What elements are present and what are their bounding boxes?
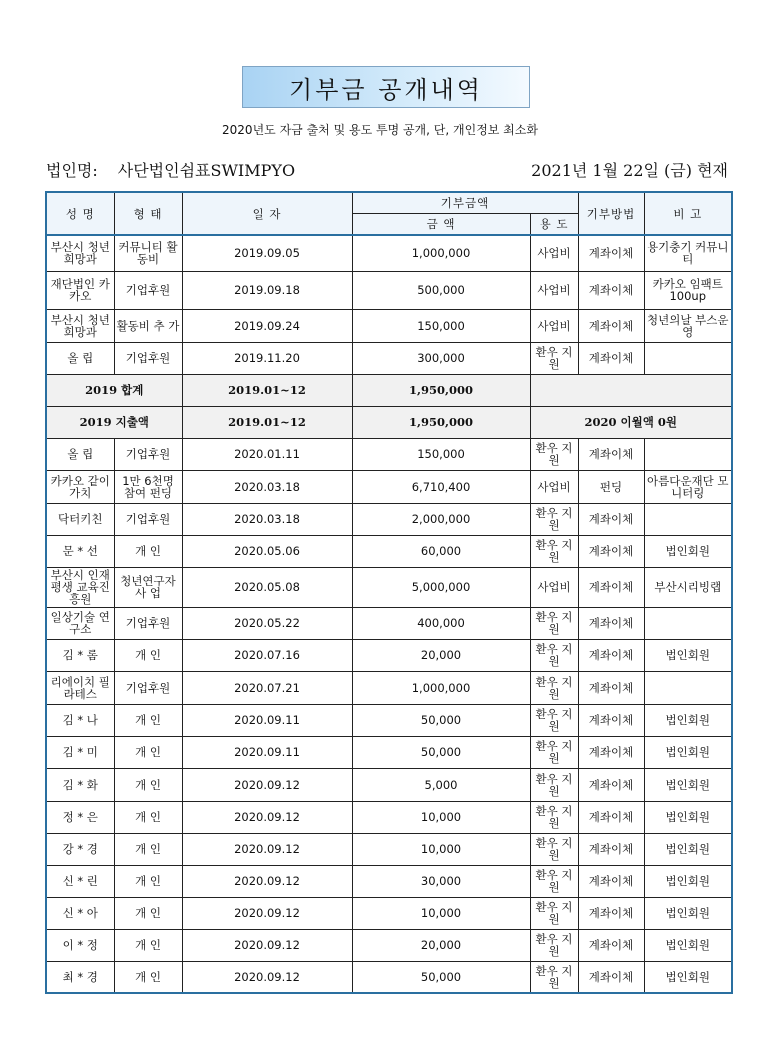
cell-usage: 사업비 [530, 567, 578, 607]
cell-name: 재단법인 카카오 [46, 271, 114, 309]
summary-period: 2019.01~12 [182, 374, 352, 406]
cell-amount: 2,000,000 [352, 503, 530, 535]
cell-usage: 환우 지원 [530, 438, 578, 470]
cell-amount: 60,000 [352, 535, 530, 567]
cell-amount: 5,000 [352, 768, 530, 801]
cell-method: 계좌이체 [578, 342, 644, 374]
cell-note: 법인회원 [644, 833, 732, 865]
cell-usage: 환우 지원 [530, 342, 578, 374]
cell-usage: 환우 지원 [530, 736, 578, 768]
header-method: 기부방법 [578, 192, 644, 235]
cell-amount: 20,000 [352, 929, 530, 961]
cell-type: 기업후원 [114, 607, 182, 639]
corporation-name: 사단법인쉼표SWIMPYO [117, 161, 296, 180]
cell-date: 2020.09.12 [182, 801, 352, 833]
cell-date: 2020.07.16 [182, 639, 352, 671]
table-row [46, 961, 732, 993]
cell-date: 2020.01.11 [182, 438, 352, 470]
cell-amount: 10,000 [352, 833, 530, 865]
header-date: 일 자 [182, 192, 352, 235]
cell-usage: 환우 지원 [530, 897, 578, 929]
summary-rows [46, 374, 732, 438]
cell-name: 부산시 인재평생 교육진흥원 [46, 567, 114, 607]
cell-note: 법인회원 [644, 961, 732, 993]
cell-method: 계좌이체 [578, 768, 644, 801]
summary-2019-row [46, 374, 732, 406]
cell-date: 2020.05.08 [182, 567, 352, 607]
corporation-info [46, 158, 295, 181]
table-row [46, 309, 732, 342]
cell-type: 개 인 [114, 704, 182, 736]
rows-2020 [46, 438, 732, 993]
cell-usage: 사업비 [530, 470, 578, 503]
cell-date: 2020.05.22 [182, 607, 352, 639]
cell-method: 계좌이체 [578, 736, 644, 768]
cell-method: 계좌이체 [578, 309, 644, 342]
cell-usage: 환우 지원 [530, 704, 578, 736]
cell-method: 계좌이체 [578, 607, 644, 639]
cell-date: 2020.09.12 [182, 897, 352, 929]
cell-amount: 5,000,000 [352, 567, 530, 607]
cell-method: 계좌이체 [578, 503, 644, 535]
table-row [46, 768, 732, 801]
rows-2019 [46, 235, 732, 374]
cell-type: 개 인 [114, 639, 182, 671]
cell-amount: 500,000 [352, 271, 530, 309]
as-of-date: 2021년 1월 22일 (금) 현재 [531, 161, 728, 180]
cell-usage: 환우 지원 [530, 535, 578, 567]
summary-empty [530, 374, 732, 406]
cell-date: 2019.11.20 [182, 342, 352, 374]
cell-method: 계좌이체 [578, 438, 644, 470]
summary-label: 2019 합계 [46, 374, 182, 406]
expense-period: 2019.01~12 [182, 406, 352, 438]
cell-amount: 150,000 [352, 309, 530, 342]
cell-name: 일상기술 연구소 [46, 607, 114, 639]
page-subtitle: 2020년도 자금 출처 및 용도 투명 공개, 단, 개인정보 최소화 [222, 123, 538, 137]
cell-method: 계좌이체 [578, 897, 644, 929]
table-row [46, 271, 732, 309]
cell-type: 개 인 [114, 897, 182, 929]
cell-date: 2020.09.12 [182, 929, 352, 961]
cell-name: 문 * 선 [46, 535, 114, 567]
cell-type: 기업후원 [114, 438, 182, 470]
cell-method: 계좌이체 [578, 865, 644, 897]
cell-note: 법인회원 [644, 801, 732, 833]
cell-usage: 환우 지원 [530, 503, 578, 535]
cell-note: 용기충기 커뮤니티 [644, 235, 732, 271]
expense-label: 2019 지출액 [46, 406, 182, 438]
cell-type: 기업후원 [114, 671, 182, 704]
table-row [46, 704, 732, 736]
cell-note [644, 607, 732, 639]
table-header [46, 192, 732, 235]
table-row [46, 503, 732, 535]
cell-note: 부산시리빙랩 [644, 567, 732, 607]
page-title: 기부금 공개내역 [242, 66, 530, 108]
cell-type: 개 인 [114, 535, 182, 567]
cell-note: 카카오 임팩트 100up [644, 271, 732, 309]
cell-note: 법인회원 [644, 639, 732, 671]
cell-amount: 10,000 [352, 801, 530, 833]
cell-name: 올 립 [46, 342, 114, 374]
cell-name: 이 * 정 [46, 929, 114, 961]
table-row [46, 929, 732, 961]
cell-usage: 환우 지원 [530, 833, 578, 865]
table-row [46, 235, 732, 271]
cell-name: 카카오 같이가치 [46, 470, 114, 503]
cell-usage: 사업비 [530, 235, 578, 271]
cell-name: 올 립 [46, 438, 114, 470]
table-row [46, 342, 732, 374]
cell-note: 청년의날 부스운영 [644, 309, 732, 342]
cell-name: 정 * 은 [46, 801, 114, 833]
cell-method: 계좌이체 [578, 704, 644, 736]
cell-method: 계좌이체 [578, 801, 644, 833]
cell-method: 계좌이체 [578, 671, 644, 704]
cell-usage: 환우 지원 [530, 607, 578, 639]
cell-date: 2020.05.06 [182, 535, 352, 567]
cell-date: 2020.07.21 [182, 671, 352, 704]
header-name: 성 명 [46, 192, 114, 235]
cell-usage: 환우 지원 [530, 865, 578, 897]
cell-usage: 사업비 [530, 271, 578, 309]
header-type: 형 태 [114, 192, 182, 235]
cell-name: 김 * 미 [46, 736, 114, 768]
cell-amount: 1,000,000 [352, 671, 530, 704]
table-row [46, 736, 732, 768]
cell-method: 계좌이체 [578, 639, 644, 671]
cell-type: 커뮤니티 활동비 [114, 235, 182, 271]
cell-amount: 150,000 [352, 438, 530, 470]
cell-name: 김 * 화 [46, 768, 114, 801]
cell-usage: 환우 지원 [530, 801, 578, 833]
cell-usage: 환우 지원 [530, 929, 578, 961]
table-row [46, 801, 732, 833]
cell-date: 2020.09.12 [182, 768, 352, 801]
table-row [46, 897, 732, 929]
cell-type: 기업후원 [114, 342, 182, 374]
cell-note: 법인회원 [644, 704, 732, 736]
cell-note: 법인회원 [644, 929, 732, 961]
cell-type: 기업후원 [114, 503, 182, 535]
cell-name: 리에이치 필라테스 [46, 671, 114, 704]
cell-type: 개 인 [114, 929, 182, 961]
cell-type: 활동비 추 가 [114, 309, 182, 342]
cell-type: 청년연구자 사 업 [114, 567, 182, 607]
cell-amount: 50,000 [352, 736, 530, 768]
cell-usage: 환우 지원 [530, 639, 578, 671]
cell-note [644, 438, 732, 470]
cell-name: 닥터키친 [46, 503, 114, 535]
summary-amount: 1,950,000 [352, 374, 530, 406]
cell-name: 부산시 청년희망과 [46, 235, 114, 271]
cell-name: 부산시 청년희망과 [46, 309, 114, 342]
table-row [46, 639, 732, 671]
cell-date: 2020.03.18 [182, 503, 352, 535]
cell-amount: 20,000 [352, 639, 530, 671]
header-usage: 용 도 [530, 214, 578, 236]
cell-amount: 50,000 [352, 704, 530, 736]
cell-usage: 환우 지원 [530, 961, 578, 993]
cell-type: 개 인 [114, 801, 182, 833]
cell-name: 김 * 나 [46, 704, 114, 736]
cell-date: 2020.09.11 [182, 704, 352, 736]
expense-amount: 1,950,000 [352, 406, 530, 438]
cell-usage: 환우 지원 [530, 768, 578, 801]
cell-name: 김 * 롬 [46, 639, 114, 671]
cell-note [644, 503, 732, 535]
cell-method: 계좌이체 [578, 235, 644, 271]
cell-type: 1만 6천명 참여 펀딩 [114, 470, 182, 503]
cell-note: 법인회원 [644, 865, 732, 897]
table-row [46, 567, 732, 607]
cell-method: 계좌이체 [578, 535, 644, 567]
cell-amount: 50,000 [352, 961, 530, 993]
cell-type: 기업후원 [114, 271, 182, 309]
cell-amount: 6,710,400 [352, 470, 530, 503]
cell-method: 계좌이체 [578, 271, 644, 309]
cell-type: 개 인 [114, 865, 182, 897]
cell-usage: 환우 지원 [530, 671, 578, 704]
cell-date: 2020.09.12 [182, 961, 352, 993]
table-row [46, 607, 732, 639]
cell-note: 법인회원 [644, 535, 732, 567]
cell-method: 계좌이체 [578, 567, 644, 607]
cell-note [644, 671, 732, 704]
cell-date: 2019.09.05 [182, 235, 352, 271]
table-row [46, 671, 732, 704]
cell-date: 2019.09.18 [182, 271, 352, 309]
cell-amount: 30,000 [352, 865, 530, 897]
cell-amount: 1,000,000 [352, 235, 530, 271]
cell-date: 2020.09.11 [182, 736, 352, 768]
header-note: 비 고 [644, 192, 732, 235]
cell-type: 개 인 [114, 736, 182, 768]
cell-name: 신 * 린 [46, 865, 114, 897]
cell-date: 2020.09.12 [182, 865, 352, 897]
cell-name: 최 * 경 [46, 961, 114, 993]
table-row [46, 438, 732, 470]
cell-method: 계좌이체 [578, 961, 644, 993]
cell-amount: 10,000 [352, 897, 530, 929]
expense-2019-row [46, 406, 732, 438]
carryover: 2020 이월액 0원 [530, 406, 732, 438]
cell-method: 계좌이체 [578, 929, 644, 961]
cell-note: 법인회원 [644, 736, 732, 768]
cell-note: 법인회원 [644, 768, 732, 801]
cell-note [644, 342, 732, 374]
corporation-label: 법인명: [46, 161, 98, 180]
table-row [46, 865, 732, 897]
cell-amount: 300,000 [352, 342, 530, 374]
cell-type: 개 인 [114, 833, 182, 865]
cell-type: 개 인 [114, 768, 182, 801]
cell-date: 2020.03.18 [182, 470, 352, 503]
table-row [46, 833, 732, 865]
donation-table [45, 191, 733, 994]
cell-date: 2020.09.12 [182, 833, 352, 865]
header-donation: 기부금액 [352, 192, 578, 214]
cell-date: 2019.09.24 [182, 309, 352, 342]
table-row [46, 535, 732, 567]
cell-note: 아름다운재단 모니터링 [644, 470, 732, 503]
cell-method: 계좌이체 [578, 833, 644, 865]
cell-amount: 400,000 [352, 607, 530, 639]
table-row [46, 470, 732, 503]
cell-usage: 사업비 [530, 309, 578, 342]
cell-type: 개 인 [114, 961, 182, 993]
header-amount: 금 액 [352, 214, 530, 236]
cell-name: 강 * 경 [46, 833, 114, 865]
cell-note: 법인회원 [644, 897, 732, 929]
cell-name: 신 * 아 [46, 897, 114, 929]
cell-method: 펀딩 [578, 470, 644, 503]
